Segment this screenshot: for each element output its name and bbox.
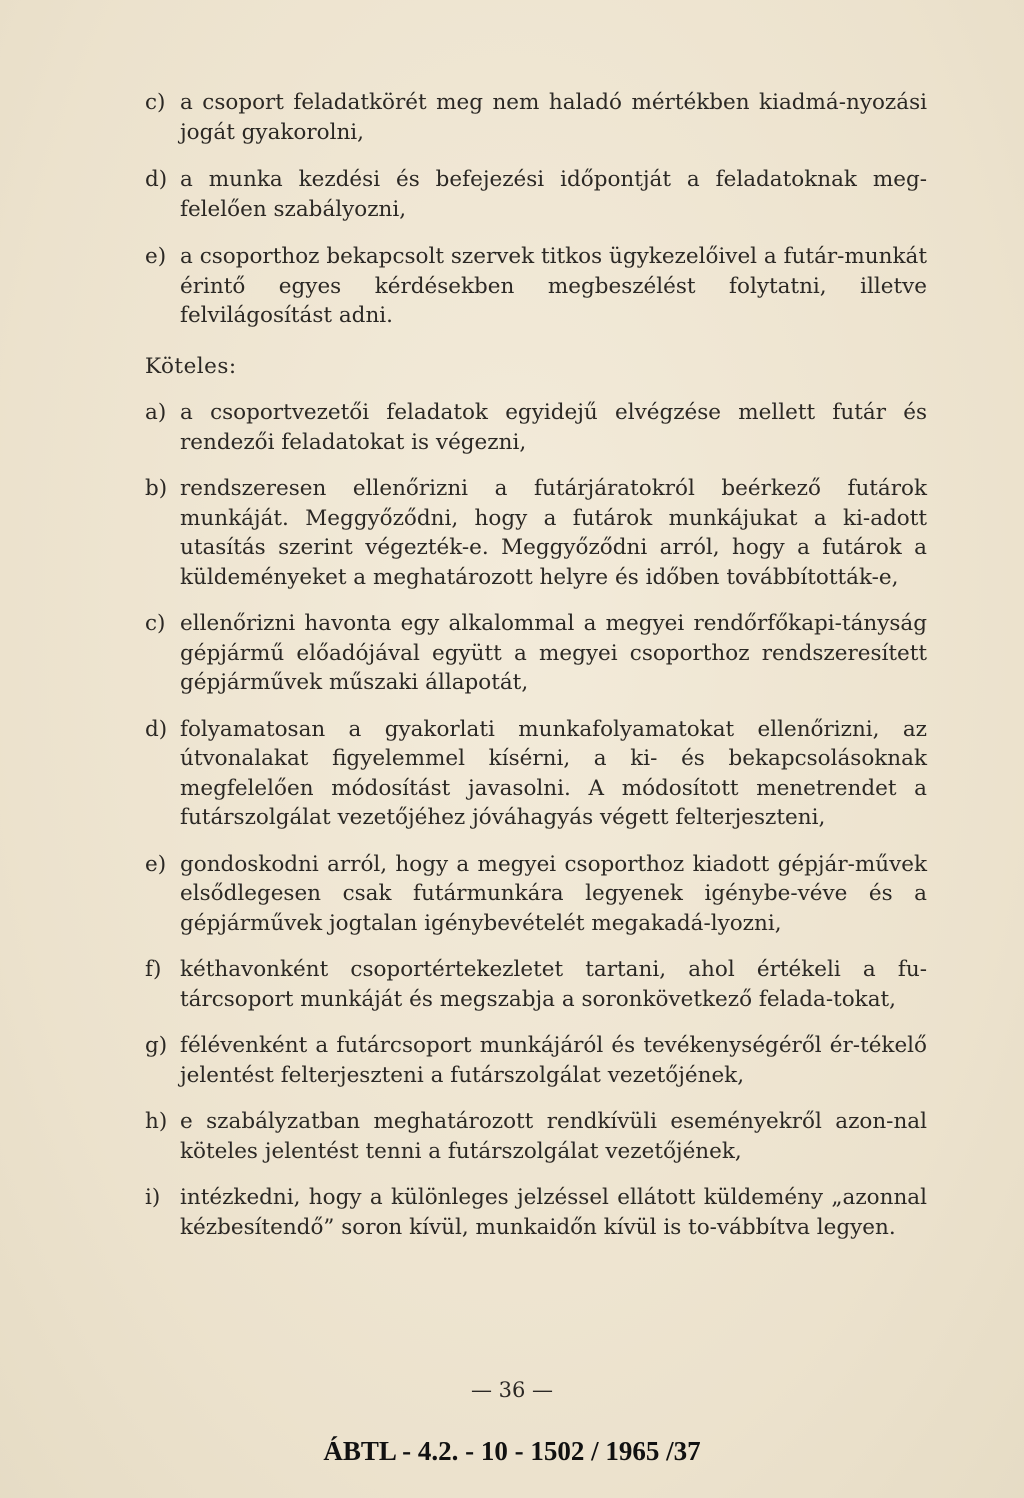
- list-item: [145, 850, 927, 939]
- item-label: d): [145, 716, 168, 742]
- item-text: e szabályzatban meghatározott rendkívüli eseményekről azon-nal köteles jelentést tenni a futárszolgálat vezetőjének,: [180, 1109, 927, 1164]
- item-text: a munka kezdési és befejezési időpontját a feladatoknak meg-felelően szabályozni,: [180, 167, 927, 222]
- list-item: [145, 715, 927, 833]
- item-text: rendszeresen ellenőrizni a futárjáratokról beérkező futárok munkáját. Meggyőződni, hogy a futárok munkájukat a ki-adott utasítás szerint végezték-e. Meggyőződni arról, hogy a futárok a küldeményeket a meghatározott helyre és időben továbbították-e,: [180, 476, 927, 590]
- list-item: [145, 474, 927, 592]
- item-label: f): [145, 957, 162, 982]
- item-label: a): [145, 400, 167, 425]
- section-heading: Köteles:: [145, 354, 237, 379]
- archive-reference: ÁBTL - 4.2. - 10 - 1502 / 1965 /37: [323, 1436, 701, 1466]
- item-label: c): [145, 611, 166, 636]
- item-text: a csoport feladatkörét meg nem haladó mértékben kiadmá-nyozási jogát gyakorolni,: [180, 90, 927, 145]
- list-item: [145, 609, 927, 698]
- item-label: d): [145, 167, 168, 192]
- item-text: a csoportvezetői feladatok egyidejű elvégzése mellett futár és rendezői feladatokat is végezni,: [180, 400, 927, 455]
- list-item: [145, 398, 927, 457]
- item-text: kéthavonként csoportértekezletet tartani, ahol értékeli a fu-tárcsoport munkáját és megszabja a soronkövetkező felada-tokat,: [180, 957, 927, 1012]
- item-label: i): [145, 1185, 161, 1210]
- item-label: c): [145, 90, 166, 115]
- list-item: [145, 165, 927, 224]
- page-number: — 36 —: [470, 1378, 554, 1402]
- item-text: gondoskodni arról, hogy a megyei csoporthoz kiadott gépjár-művek elsődlegesen csak futármunkára legyenek igénybe-véve és a gépjárművek jogtalan igénybevételét megakadá-lyozni,: [180, 851, 927, 936]
- item-label: g): [145, 1033, 168, 1058]
- list-item: [145, 955, 927, 1014]
- list-item: [145, 1183, 927, 1242]
- item-text: intézkedni, hogy a különleges jelzéssel ellátott küldemény „azonnal kézbesítendő” soron kívül, munkaidőn kívül is to-vábbítva legyen.: [180, 1185, 927, 1240]
- item-label: e): [145, 244, 167, 269]
- obligations-list: [145, 398, 927, 1242]
- item-label: e): [145, 851, 167, 877]
- permissions-list: [145, 88, 927, 331]
- item-label: h): [145, 1109, 168, 1134]
- list-item: [145, 1107, 927, 1166]
- list-item: [145, 1031, 927, 1090]
- list-item: [145, 242, 927, 331]
- item-text: folyamatosan a gyakorlati munkafolyamatokat ellenőrizni, az útvonalakat figyelemmel kísérni, a ki- és bekapcsolásoknak megfelelően módosítást javasolni. A módosított menetrendet a futárszolgálat vezetőjéhez jóváhagyás végett felterjeszteni,: [180, 716, 927, 830]
- list-item: [145, 88, 927, 147]
- item-text: a csoporthoz bekapcsolt szervek titkos ügykezelőivel a futár-munkát érintő egyes kérdésekben megbeszélést folytatni, illetve felvilágosítást adni.: [180, 244, 927, 328]
- item-text: félévenként a futárcsoport munkájáról és tevékenységéről ér-tékelő jelentést felterjeszteni a futárszolgálat vezetőjének,: [180, 1033, 927, 1088]
- item-text: ellenőrizni havonta egy alkalommal a megyei rendőrfőkapi-tányság gépjármű előadójával együtt a megyei csoporthoz rendszeresített gépjárművek műszaki állapotát,: [180, 611, 927, 695]
- item-label: b): [145, 476, 168, 501]
